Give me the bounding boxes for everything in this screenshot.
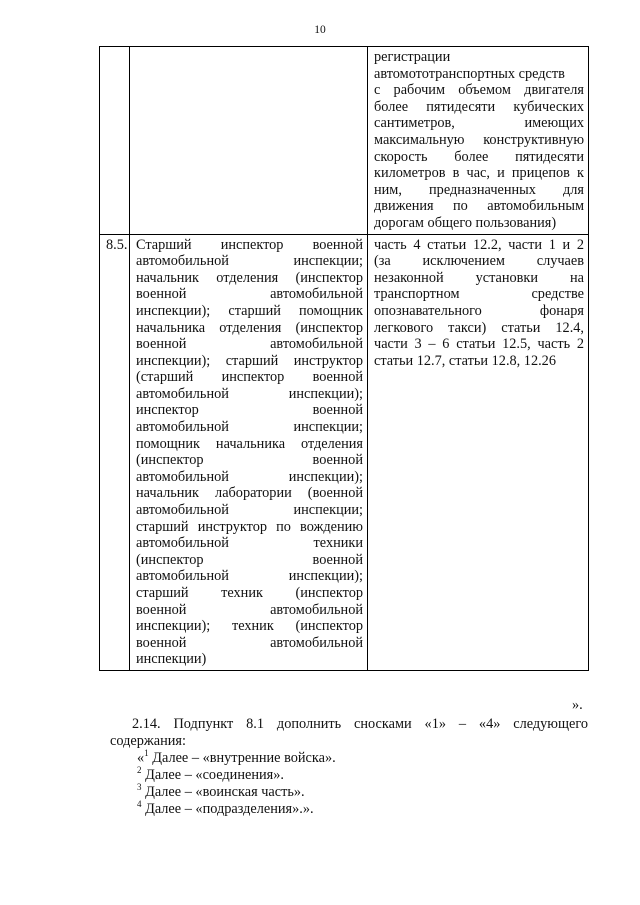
- cell-articles: [368, 47, 589, 235]
- text-line: инспектор военной: [136, 402, 363, 419]
- table-row-continuation: [100, 47, 589, 235]
- text-line: часть 4 статьи 12.2, части 1 и 2: [374, 236, 584, 253]
- text-line: начальника отделения (инспектор: [136, 319, 363, 336]
- text-line: автомобильной инспекции;: [136, 253, 363, 270]
- cell-articles: [368, 234, 589, 670]
- text-line: транспортном средстве: [374, 286, 584, 303]
- text-line: сантиметров, имеющих: [374, 115, 584, 132]
- text-line: статьи 12.7, статьи 12.8, 12.26: [374, 352, 556, 369]
- footnote-text: Далее – «воинская часть».: [141, 784, 305, 800]
- text-line: старший инструктор по вождению: [136, 518, 363, 535]
- text-line: инспекции); техник (инспектор: [136, 618, 363, 635]
- cell-official: [130, 47, 368, 235]
- text-line: регистрации: [374, 49, 451, 65]
- footnote-mark: 3: [137, 782, 142, 793]
- text-line: военной автомобильной: [136, 286, 363, 303]
- text-line: дорогам общего пользования): [374, 214, 557, 231]
- footnote-mark: 4: [137, 799, 142, 810]
- footnote-text: Далее – «соединения».: [141, 767, 284, 783]
- page-number: 10: [314, 24, 326, 36]
- text-line: части 3 – 6 статьи 12.5, часть 2: [374, 336, 584, 353]
- footnote-text: Далее – «подразделения».».: [141, 801, 314, 817]
- closing-quote: ».: [572, 697, 583, 713]
- text-line: (старший инспектор военной: [136, 369, 363, 386]
- text-line: автомобильной инспекции;: [136, 419, 363, 436]
- text-line: ним, предназначенных для: [374, 181, 584, 198]
- text-line: начальник лаборатории (военной: [136, 485, 363, 502]
- text-line: более пятидесяти кубических: [374, 98, 584, 115]
- footnote-text: Далее – «внутренние войска».: [148, 750, 336, 766]
- footnote-1: [137, 750, 336, 767]
- text-line: легкового такси) статьи 12.4,: [374, 319, 584, 336]
- text-line: незаконной установки на: [374, 269, 584, 286]
- text-line: помощник начальника отделения: [136, 435, 363, 452]
- cell-number: [100, 47, 130, 235]
- text-line: опознавательного фонаря: [374, 302, 584, 319]
- text-line: военной автомобильной: [136, 601, 363, 618]
- text-line: (инспектор военной: [136, 551, 363, 568]
- text-line: автомобильной инспекции;: [136, 502, 363, 519]
- footnote-mark: 1: [144, 748, 149, 759]
- text-line: автомототранспортных средств: [374, 65, 565, 82]
- text-line: максимальную конструктивную: [374, 131, 584, 148]
- text-line: Старший инспектор военной: [136, 236, 363, 253]
- text-line: начальник отделения (инспектор: [136, 269, 363, 286]
- text-line: автомобильной инспекции);: [136, 468, 363, 485]
- text-line: километров в час, и прицепов к: [374, 165, 584, 182]
- text-line: военной автомобильной: [136, 634, 363, 651]
- amendment-paragraph: 2.14. Подпункт 8.1 дополнить сносками «1» – «4» следующего содержания:: [110, 716, 588, 749]
- footnote-3: [137, 784, 305, 801]
- text-line: (инспектор военной: [136, 452, 363, 469]
- cell-official: [130, 234, 368, 670]
- text-line: с рабочим объемом двигателя: [374, 82, 584, 99]
- footnote-4: [137, 801, 314, 818]
- footnote-2: [137, 767, 284, 784]
- text-line: инспекции); старший помощник: [136, 302, 363, 319]
- text-line: инспекции): [136, 651, 207, 668]
- regulation-table: [99, 46, 589, 671]
- text-line: старший техник (инспектор: [136, 585, 363, 601]
- text-line: военной автомобильной: [136, 336, 363, 353]
- footnote-mark: 2: [137, 765, 142, 776]
- footnote-prefix: «: [137, 750, 145, 766]
- text-line: (за исключением случаев: [374, 253, 584, 270]
- text-line: автомобильной техники: [136, 535, 363, 552]
- table-row-8-5: [100, 234, 589, 670]
- text-line: инспекции); старший инструктор: [136, 352, 363, 369]
- text-line: автомобильной инспекции);: [136, 385, 363, 402]
- text-line: скорость более пятидесяти: [374, 148, 584, 165]
- text-line: автомобильной инспекции);: [136, 568, 363, 585]
- cell-number: 8.5.: [100, 234, 130, 670]
- text-line: движения по автомобильным: [374, 198, 584, 215]
